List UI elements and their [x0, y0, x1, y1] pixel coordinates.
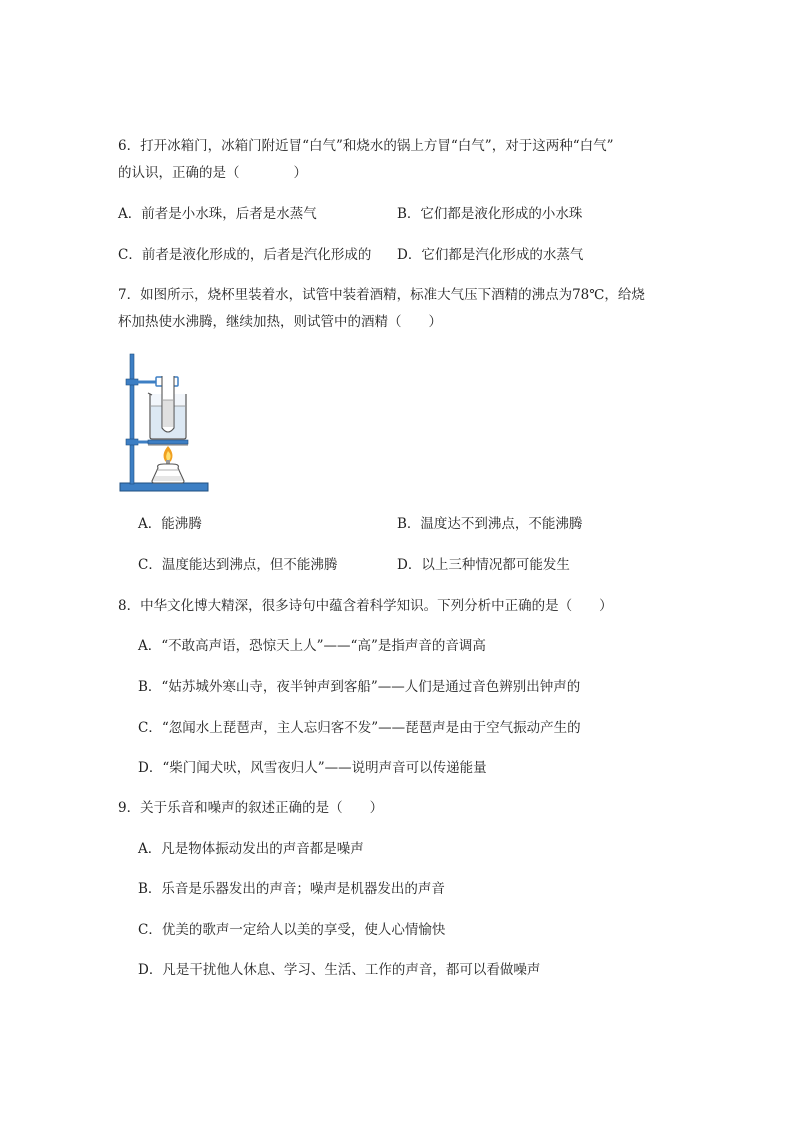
q6-option-d: D．它们都是汽化形成的水蒸气: [397, 247, 584, 263]
q6-stem-line1: 6．打开冰箱门，冰箱门附近冒“白气”和烧水的锅上方冒“白气”，对于这两种“白气”: [118, 138, 614, 154]
q6-option-b: B．它们都是液化形成的小水珠: [397, 206, 583, 222]
q8-stem: 8．中华文化博大精深，很多诗句中蕴含着科学知识。下列分析中正确的是（ ）: [118, 598, 613, 614]
q9-option-a: A．凡是物体振动发出的声音都是噪声: [138, 841, 364, 857]
q7-option-a: A．能沸腾: [138, 516, 202, 532]
q9-option-d: D．凡是干扰他人休息、学习、生活、工作的声音，都可以看做噪声: [138, 962, 541, 978]
q6-stem-line2: 的认识，正确的是（ ）: [118, 165, 307, 181]
beaker-test-tube-apparatus-icon: [118, 350, 210, 494]
q6-option-c: C．前者是液化形成的，后者是汽化形成的: [118, 247, 372, 263]
q6-option-a: A．前者是小水珠，后者是水蒸气: [118, 206, 317, 222]
q9-stem: 9．关于乐音和噪声的叙述正确的是（ ）: [118, 800, 384, 816]
q8-option-d: D．“柴门闻犬吠，风雪夜归人”——说明声音可以传递能量: [138, 760, 487, 776]
q7-stem-line1: 7．如图所示，烧杯里装着水，试管中装着酒精，标准大气压下酒精的沸点为78℃，给烧: [118, 287, 645, 303]
q8-option-c: C．“忽闻水上琵琶声，主人忘归客不发”——琵琶声是由于空气振动产生的: [138, 720, 581, 736]
q9-option-c: C．优美的歌声一定给人以美的享受，使人心情愉快: [138, 922, 446, 938]
q8-option-a: A．“不敢高声语，恐惊天上人”——“高”是指声音的音调高: [138, 638, 486, 654]
q7-option-c: C．温度能达到沸点，但不能沸腾: [138, 557, 338, 573]
q7-option-b: B．温度达不到沸点，不能沸腾: [397, 516, 583, 532]
q7-option-d: D．以上三种情况都可能发生: [397, 557, 570, 573]
q7-stem-line2: 杯加热使水沸腾，继续加热，则试管中的酒精（ ）: [118, 314, 442, 330]
q8-option-b: B．“姑苏城外寒山寺，夜半钟声到客船”——人们是通过音色辨别出钟声的: [138, 679, 581, 695]
q9-option-b: B．乐音是乐器发出的声音；噪声是机器发出的声音: [138, 881, 445, 897]
